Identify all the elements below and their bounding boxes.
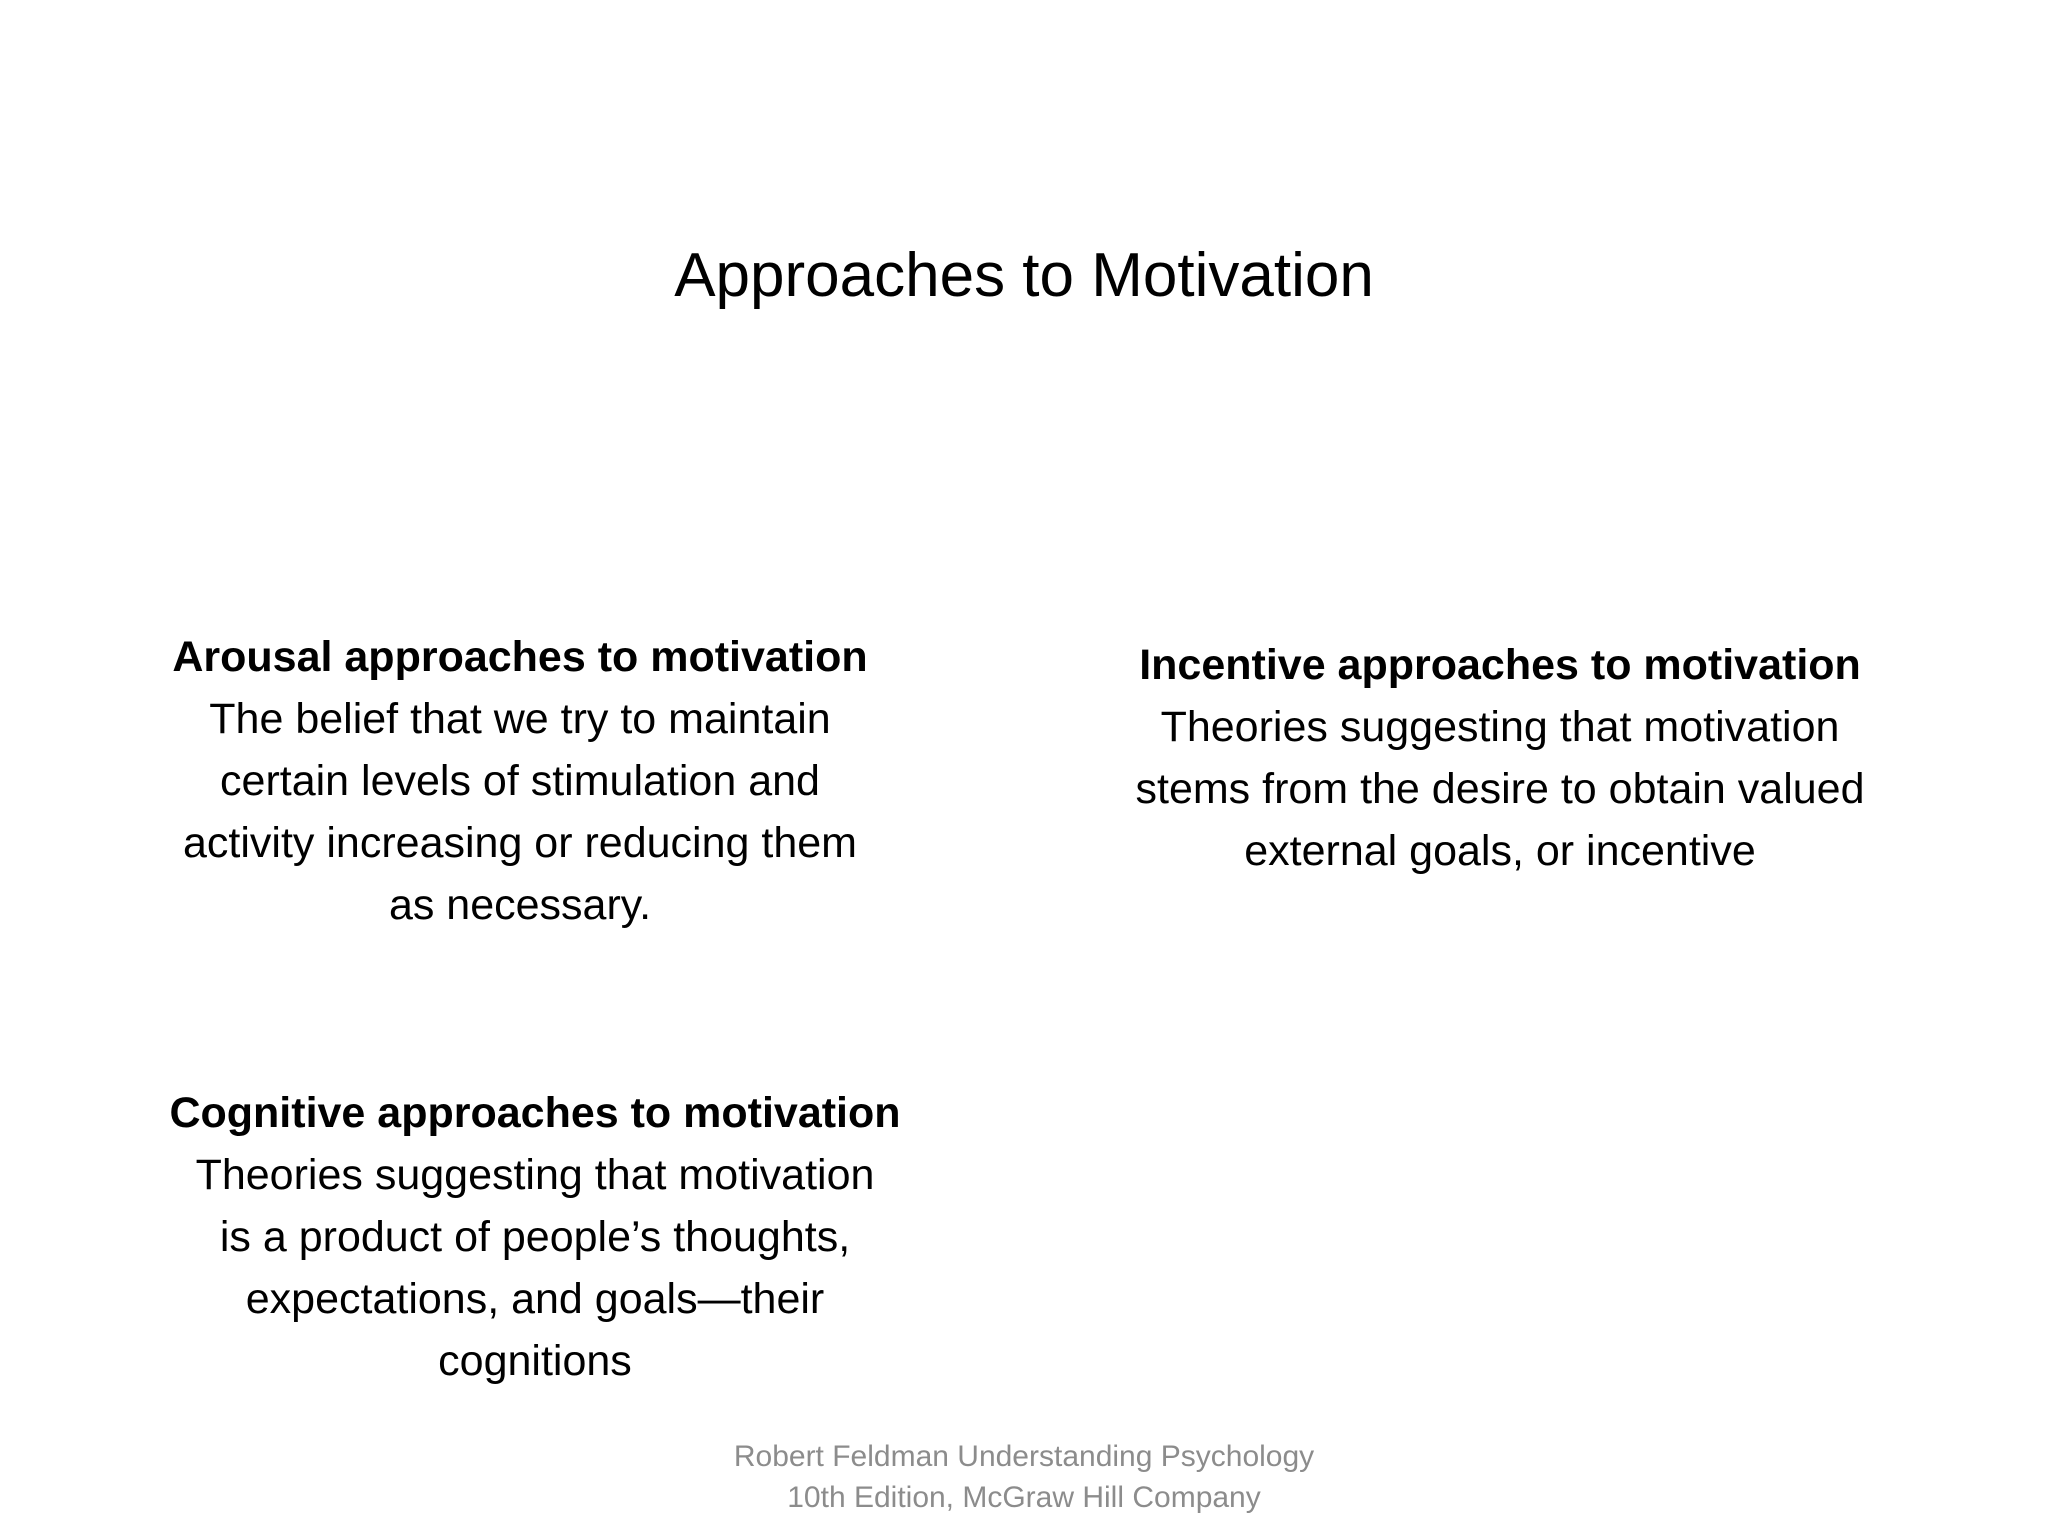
slide-footer bbox=[0, 1436, 2048, 1518]
cognitive-text-line: Theories suggesting that motivation bbox=[195, 1151, 875, 1199]
incentive-text-line: external goals, or incentive bbox=[1244, 827, 1756, 875]
cognitive-text-line: expectations, and goals—their bbox=[245, 1275, 825, 1323]
footer-line: 10th Edition, McGraw Hill Company bbox=[787, 1481, 1261, 1514]
arousal-text-line: The belief that we try to maintain bbox=[209, 695, 831, 743]
cognitive-heading: Cognitive approaches to motivation bbox=[169, 1089, 901, 1137]
incentive-section bbox=[1050, 634, 1950, 882]
slide-title: Approaches to Motivation bbox=[674, 241, 1374, 310]
cognitive-text-line: cognitions bbox=[438, 1337, 632, 1385]
incentive-heading: Incentive approaches to motivation bbox=[1139, 641, 1861, 689]
cognitive-section bbox=[135, 1082, 935, 1392]
arousal-heading: Arousal approaches to motivation bbox=[172, 633, 868, 681]
footer-line: Robert Feldman Understanding Psychology bbox=[733, 1440, 1315, 1473]
arousal-section bbox=[120, 626, 920, 936]
arousal-text-line: activity increasing or reducing them bbox=[183, 819, 857, 867]
incentive-text-line: stems from the desire to obtain valued bbox=[1135, 765, 1865, 813]
incentive-text-line: Theories suggesting that motivation bbox=[1160, 703, 1840, 751]
arousal-text-line: as necessary. bbox=[388, 881, 652, 929]
arousal-text-line: certain levels of stimulation and bbox=[220, 757, 820, 805]
cognitive-text-line: is a product of people’s thoughts, bbox=[219, 1213, 851, 1261]
